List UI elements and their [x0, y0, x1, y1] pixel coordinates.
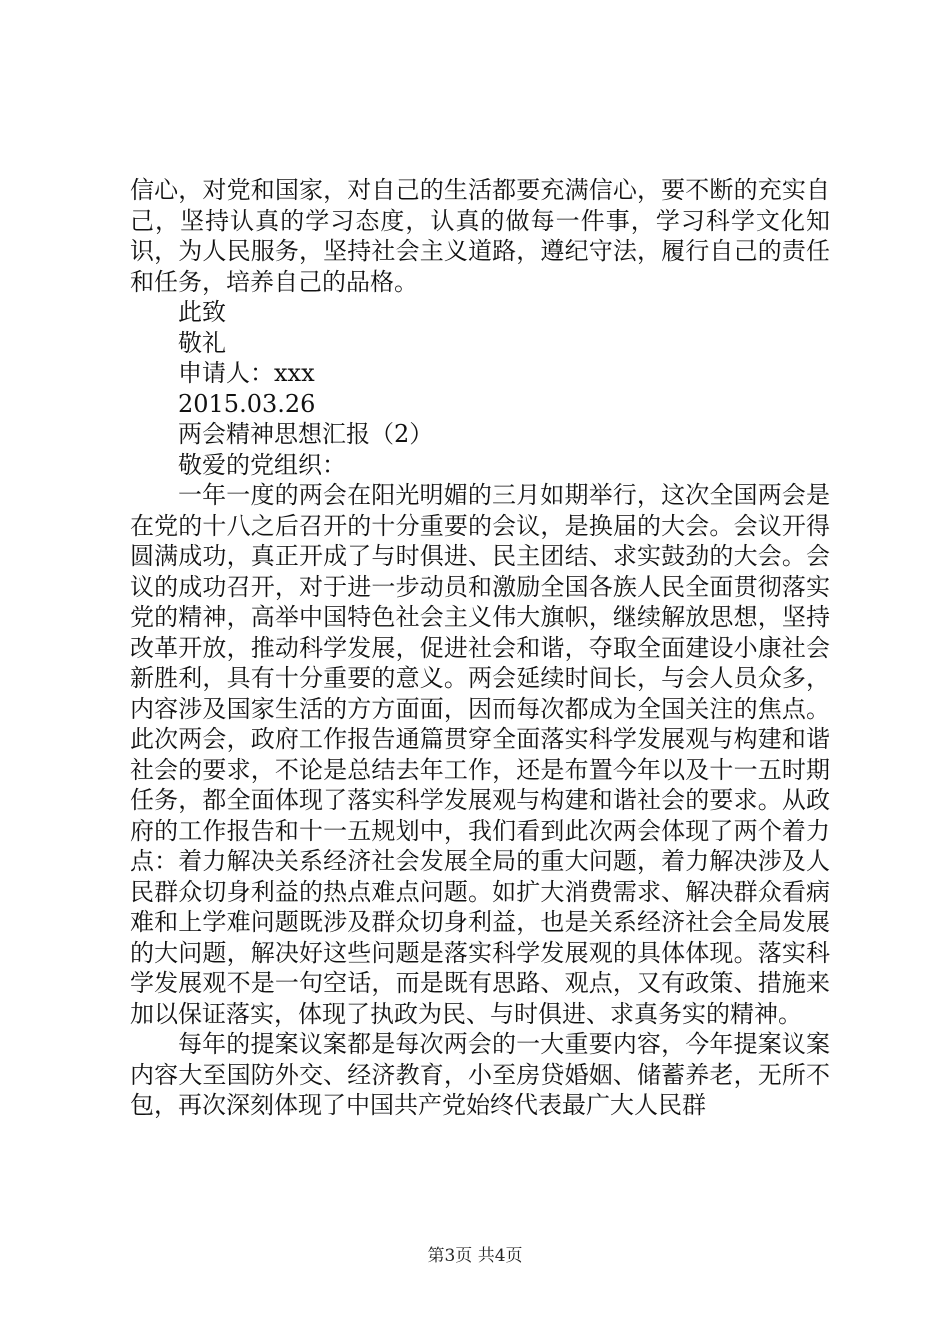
paragraph-continuation: 信心，对党和国家，对自己的生活都要充满信心，要不断的充实自己，坚持认真的学习态度，认真的做每一件事，学习科学文化知识，为人民服务，坚持社会主义道路，遵纪守法，履行自己的责任和任务，培养自己的品格。 — [130, 176, 830, 296]
page-footer: 第3页 共4页 — [427, 1246, 523, 1266]
salutation: 敬爱的党组织： — [178, 450, 346, 479]
document-date: 2015.03.26 — [178, 389, 316, 418]
document-body — [130, 175, 830, 1121]
closing-salutation-ci-zhi: 此致 — [178, 298, 226, 326]
paragraph-main: 一年一度的两会在阳光明媚的三月如期举行，这次全国两会是在党的十八之后召开的十分重要的会议，是换届的大会。会议开得圆满成功，真正开成了与时俱进、民主团结、求实鼓劲的大会。会议的成功召开，对于进一步动员和激励全国各族人民全面贯彻落实党的精神，高举中国特色社会主义伟大旗帜，继续解放思想，坚持改革开放，推动科学发展，促进社会和谐，夺取全面建设小康社会新胜利，具有十分重要的意义。两会延续时间长，与会人员众多，内容涉及国家生活的方方面面，因而每次都成为全国关注的焦点。此次两会，政府工作报告通篇贯穿全面落实科学发展观与构建和谐社会的要求，不论是总结去年工作，还是布置今年以及十一五时期任务，都全面体现了落实科学发展观与构建和谐社会的要求。从政府的工作报告和十一五规划中，我们看到此次两会体现了两个着力点：着力解决关系经济社会发展全局的重大问题，着力解决涉及人民群众切身利益的热点难点问题。如扩大消费需求、解决群众看病难和上学难问题既涉及群众切身利益，也是关系经济社会全局发展的大问题，解决好这些问题是落实科学发展观的具体体现。落实科学发展观不是一句空话，而是既有思路、观点，又有政策、措施来加以保证落实，体现了执政为民、与时俱进、求真务实的精神。 — [130, 481, 830, 1028]
closing-salutation-jing-li: 敬礼 — [178, 328, 226, 357]
paragraph-proposals: 每年的提案议案都是每次两会的一大重要内容，今年提案议案内容大至国防外交、经济教育，小至房贷婚姻、储蓄养老，无所不包，再次深刻体现了中国共产党始终代表最广大人民群 — [130, 1030, 830, 1119]
section-title: 两会精神思想汇报（2） — [178, 420, 434, 448]
applicant-signature: 申请人：xxx — [178, 359, 315, 387]
